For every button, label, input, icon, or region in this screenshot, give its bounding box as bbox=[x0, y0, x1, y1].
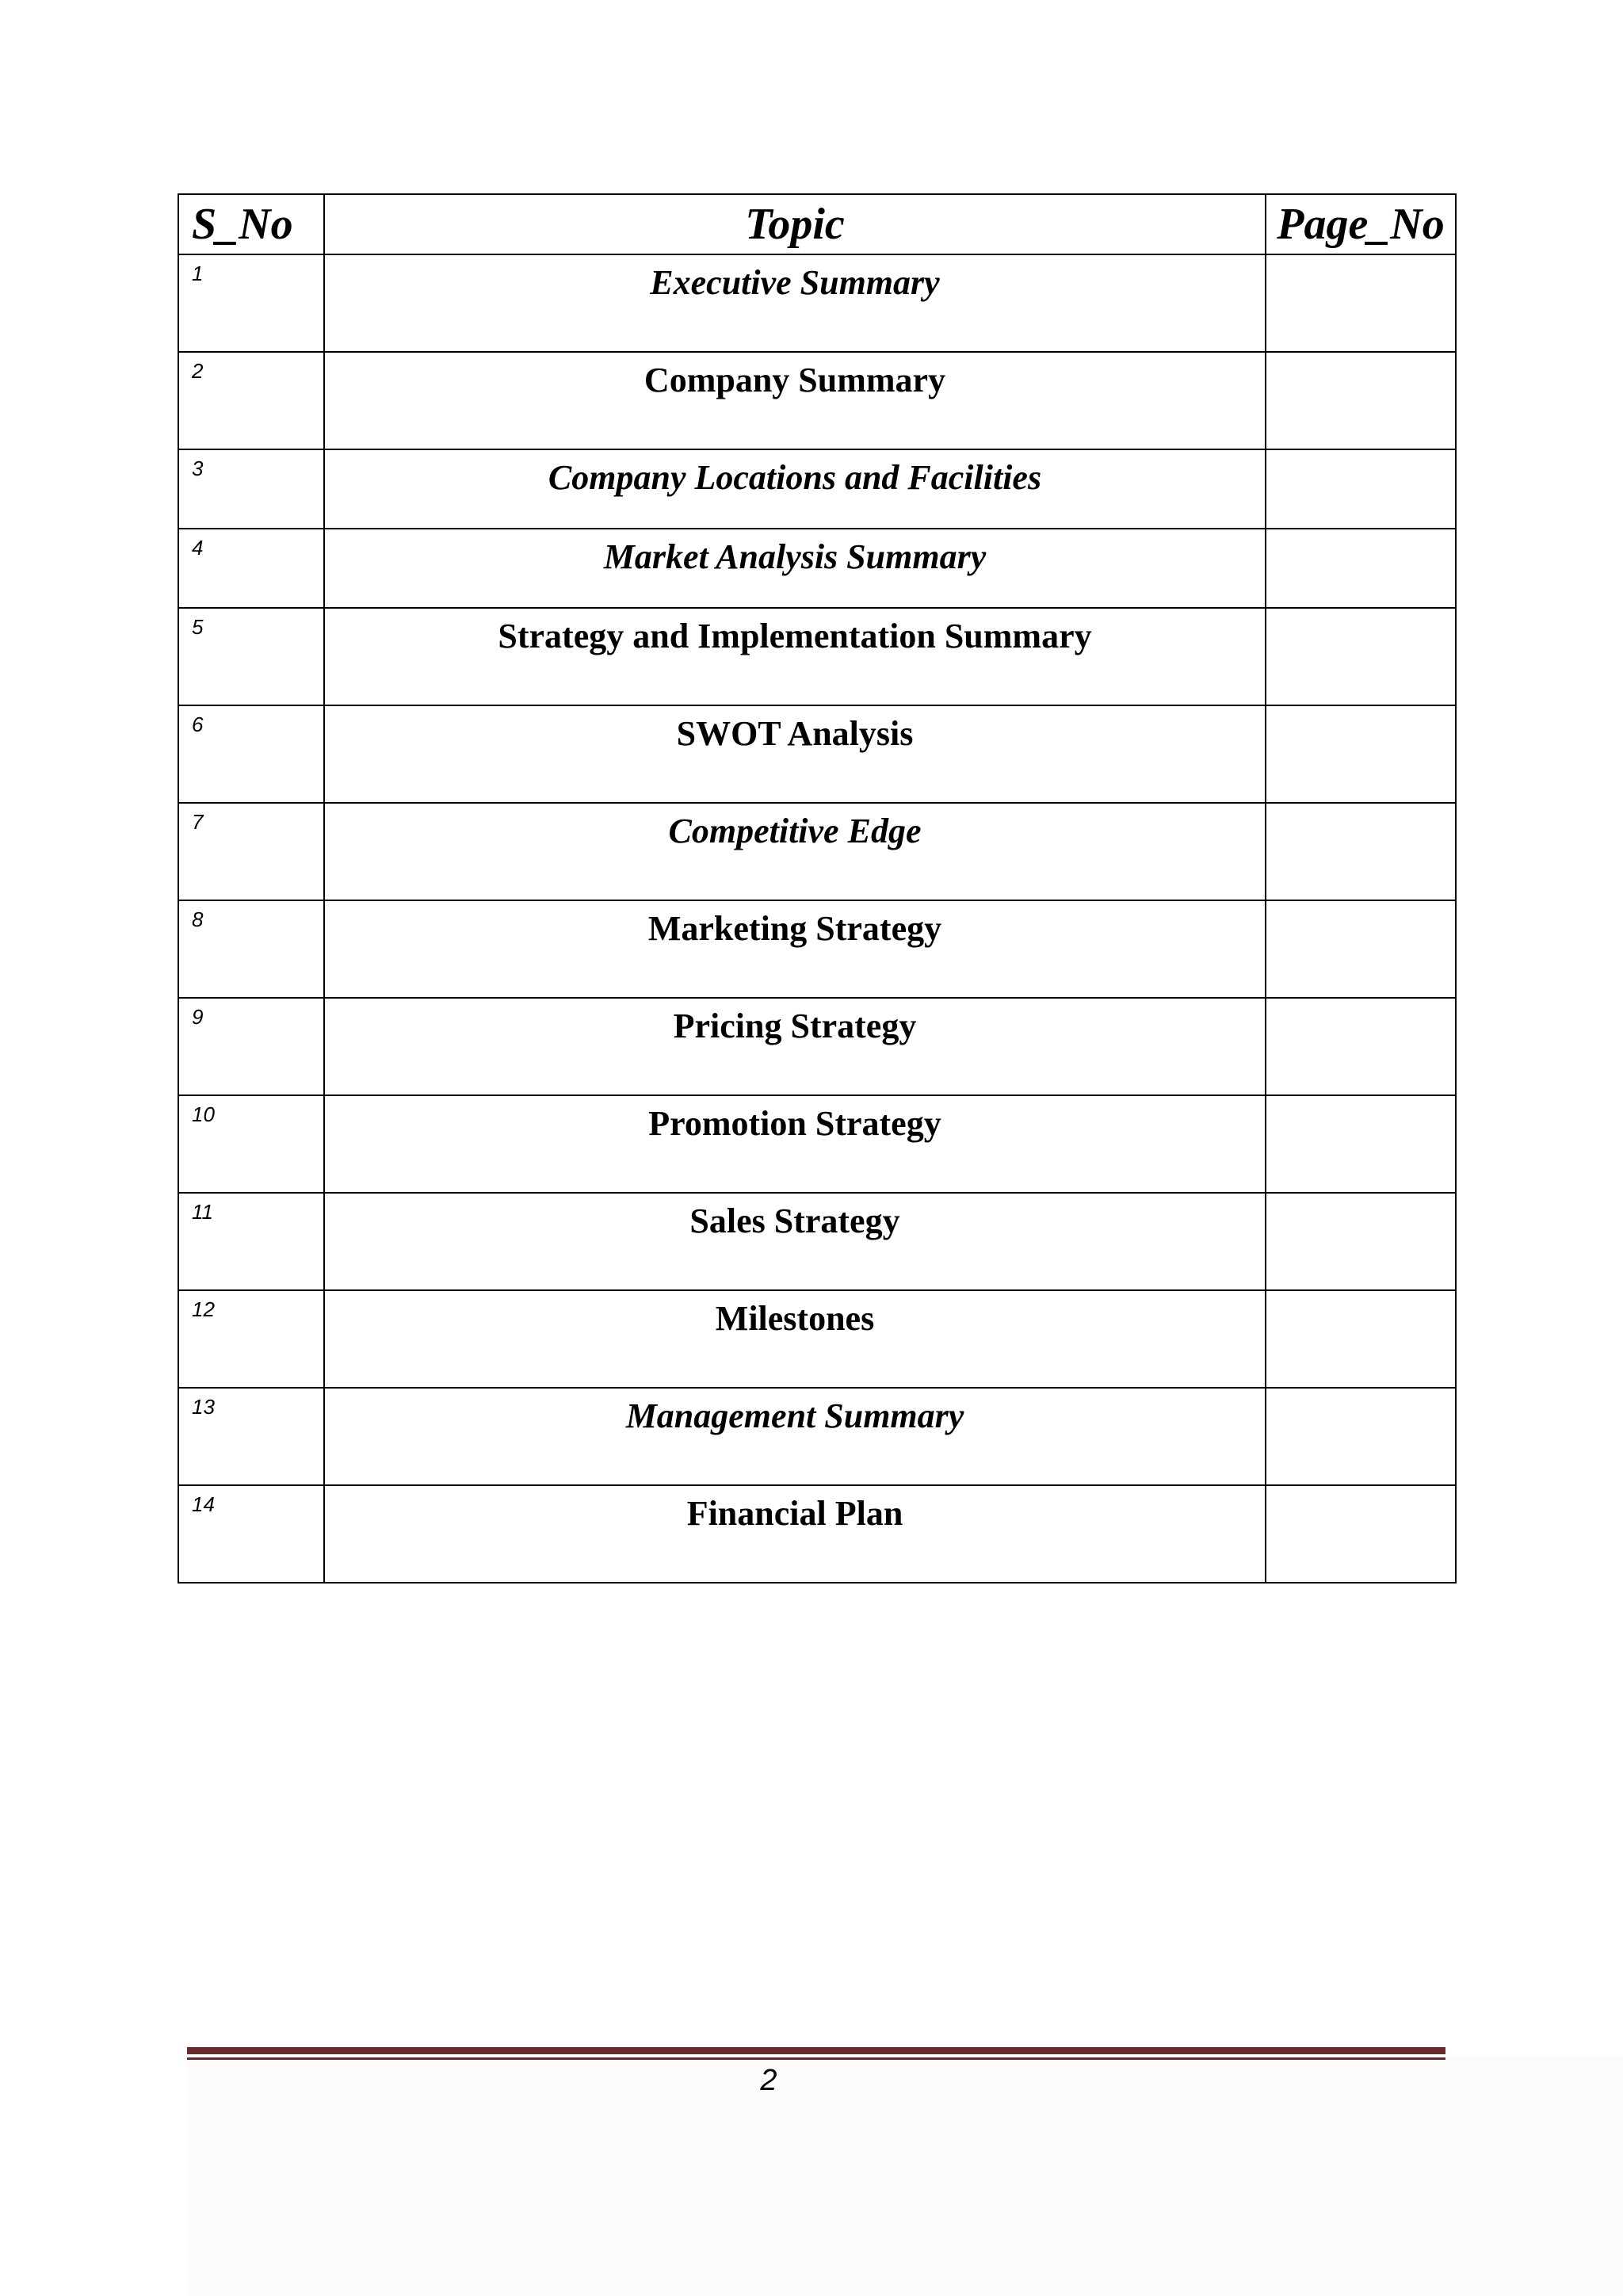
table-row bbox=[178, 1193, 1456, 1290]
footer-divider-thick bbox=[187, 2047, 1445, 2054]
row-page-number bbox=[1266, 1095, 1456, 1193]
row-topic: SWOT Analysis bbox=[324, 705, 1266, 803]
row-topic: Financial Plan bbox=[324, 1485, 1266, 1583]
row-page-number bbox=[1266, 998, 1456, 1095]
table-row bbox=[178, 1290, 1456, 1388]
header-topic: Topic bbox=[324, 194, 1266, 254]
table-header-row bbox=[178, 194, 1456, 254]
row-serial-number: 4 bbox=[178, 529, 324, 608]
row-topic: Marketing Strategy bbox=[324, 900, 1266, 998]
row-page-number bbox=[1266, 1290, 1456, 1388]
table-row bbox=[178, 529, 1456, 608]
row-topic: Competitive Edge bbox=[324, 803, 1266, 900]
row-page-number bbox=[1266, 254, 1456, 352]
table-row bbox=[178, 1485, 1456, 1583]
row-serial-number: 14 bbox=[178, 1485, 324, 1583]
row-topic: Strategy and Implementation Summary bbox=[324, 608, 1266, 705]
row-serial-number: 5 bbox=[178, 608, 324, 705]
row-serial-number: 12 bbox=[178, 1290, 324, 1388]
row-serial-number: 13 bbox=[178, 1388, 324, 1485]
row-serial-number: 7 bbox=[178, 803, 324, 900]
row-serial-number: 11 bbox=[178, 1193, 324, 1290]
row-serial-number: 2 bbox=[178, 352, 324, 449]
table-row bbox=[178, 1388, 1456, 1485]
row-page-number bbox=[1266, 1485, 1456, 1583]
row-serial-number: 3 bbox=[178, 449, 324, 529]
row-serial-number: 10 bbox=[178, 1095, 324, 1193]
row-topic: Company Locations and Facilities bbox=[324, 449, 1266, 529]
row-serial-number: 6 bbox=[178, 705, 324, 803]
row-serial-number: 8 bbox=[178, 900, 324, 998]
table-of-contents bbox=[178, 193, 1457, 1584]
table-row bbox=[178, 254, 1456, 352]
table-row bbox=[178, 352, 1456, 449]
table-row bbox=[178, 900, 1456, 998]
footer-divider-thin bbox=[187, 2057, 1445, 2060]
row-page-number bbox=[1266, 1388, 1456, 1485]
row-topic: Milestones bbox=[324, 1290, 1266, 1388]
row-serial-number: 1 bbox=[178, 254, 324, 352]
row-page-number bbox=[1266, 900, 1456, 998]
row-topic: Management Summary bbox=[324, 1388, 1266, 1485]
row-topic: Sales Strategy bbox=[324, 1193, 1266, 1290]
table-row bbox=[178, 803, 1456, 900]
header-serial-number: S_No bbox=[178, 194, 324, 254]
table-row bbox=[178, 705, 1456, 803]
table-row bbox=[178, 1095, 1456, 1193]
row-topic: Promotion Strategy bbox=[324, 1095, 1266, 1193]
row-page-number bbox=[1266, 449, 1456, 529]
page-footer-shade bbox=[187, 2057, 1623, 2296]
row-topic: Pricing Strategy bbox=[324, 998, 1266, 1095]
row-page-number bbox=[1266, 529, 1456, 608]
row-topic: Company Summary bbox=[324, 352, 1266, 449]
row-page-number bbox=[1266, 705, 1456, 803]
row-topic: Market Analysis Summary bbox=[324, 529, 1266, 608]
page-number: 2 bbox=[760, 2064, 777, 2097]
row-page-number bbox=[1266, 352, 1456, 449]
row-page-number bbox=[1266, 803, 1456, 900]
table-row bbox=[178, 449, 1456, 529]
row-topic: Executive Summary bbox=[324, 254, 1266, 352]
table-row bbox=[178, 608, 1456, 705]
row-page-number bbox=[1266, 1193, 1456, 1290]
table-row bbox=[178, 998, 1456, 1095]
row-page-number bbox=[1266, 608, 1456, 705]
row-serial-number: 9 bbox=[178, 998, 324, 1095]
header-page-number: Page_No bbox=[1266, 194, 1456, 254]
